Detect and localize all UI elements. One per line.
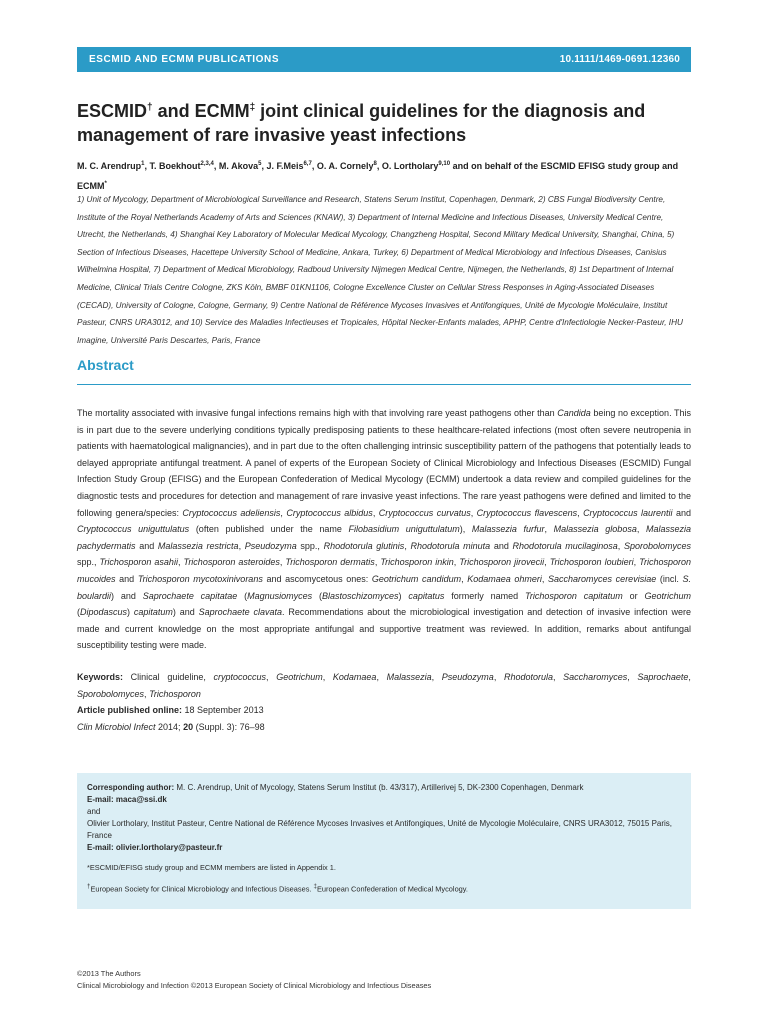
- text-run: Clinical guideline,: [123, 672, 214, 682]
- species-name: S. boulardii: [77, 573, 691, 601]
- species-name: Trichosporon loubieri: [549, 557, 634, 568]
- text-run: ,: [636, 524, 646, 535]
- text-run: ,: [553, 672, 564, 682]
- corresponding-author-label: Corresponding author:: [87, 783, 175, 792]
- species-name: Saprochaete capitatae: [142, 590, 238, 601]
- article-title: [77, 96, 687, 147]
- species-name: Cryptococcus laurentii: [583, 507, 673, 518]
- text-run: formerly named: [444, 590, 525, 601]
- species-name: Kodamaea ohmeri: [467, 573, 542, 584]
- corresponding-author-2: Olivier Lortholary, Institut Pasteur, Centre National de Référence Mycoses Invasives et Antifongiques, Unité de Mycologie Moléculaire, CNRS URA3012, 75015 Paris, France: [87, 819, 673, 840]
- text-run: ,: [404, 540, 411, 551]
- species-name: Geotrichum candidum: [371, 573, 462, 584]
- text-run: (: [237, 590, 248, 601]
- citation-pages: (Suppl. 3): 76–98: [193, 722, 265, 732]
- text-run: ,: [544, 524, 554, 535]
- citation: [77, 719, 265, 735]
- abstract-divider: [77, 384, 691, 385]
- text-run: ,: [453, 557, 460, 568]
- species-name: Cryptococcus adeliensis: [182, 507, 281, 518]
- author-affiliation-mark: 1: [141, 161, 145, 167]
- email-2-text[interactable]: E-mail: olivier.lortholary@pasteur.fr: [87, 843, 223, 852]
- citation-year: 2014;: [155, 722, 184, 732]
- species-name: Malassezia pachydermatis: [77, 524, 691, 551]
- text-run: The mortality associated with invasive fungal infections remains high with that involving rare yeast pathogens other than: [77, 408, 558, 418]
- species-name: Cryptococcus flavescens: [476, 507, 578, 518]
- species-name: capitatum: [133, 607, 173, 618]
- author-name: O. A. Cornely: [316, 161, 374, 171]
- study-group-note: *ESCMID/EFISG study group and ECMM members are listed in Appendix 1.: [87, 863, 336, 872]
- species-name: Saccharomyces: [563, 672, 628, 682]
- text-run: (often published under the name: [189, 524, 349, 535]
- text-run: ,: [372, 507, 379, 518]
- text-run: ,: [470, 507, 477, 518]
- footnote-escmid: European Society for Clinical Microbiology and Infectious Diseases.: [90, 884, 314, 894]
- citation-journal: Clin Microbiol Infect: [77, 722, 156, 732]
- journal-banner: [77, 47, 691, 72]
- email-1[interactable]: [87, 794, 681, 806]
- footnote-double-dagger: ‡: [313, 883, 317, 890]
- author-affiliation-mark: 5: [258, 161, 262, 167]
- species-name: Trichosporon asahii: [99, 557, 178, 568]
- author-name: J. F.Meis: [266, 161, 304, 171]
- species-name: Malassezia globosa: [553, 524, 637, 535]
- species-name: Trichosporon mucoides: [77, 557, 691, 584]
- affiliations: 1) Unit of Mycology, Department of Microbiological Surveillance and Research, Statens Serum Institut, Copenhagen, Denmark, 2) CBS Fungal Biodiversity Centre, Institute of the Royal Netherlands Academy of Arts and Sciences (KNAW), 3) Department of Internal Medicine and Infectious Diseases, University Medical Centre, Utrecht, the Netherlands, 4) Shanghai Key Laboratory of Molecular Medical Mycology, Changzheng Hospital, Second Military Medical University, Shanghai, China, 5) Section of Infectious Diseases, Hacettepe University School of Medicine, Ankara, Turkey, 6) Department of Medical Microbiology and Infectious Diseases, Canisius Wilhelmina Hospital, 7) Department of Medical Microbiology, Radboud University Nijmegen Medical Centre, Nijmegen, the Netherlands, 8) 1st Department of Internal Medicine, Clinical Trials Centre Cologne, ZKS Köln, BMBF 01KN1106, Cologne Excellence Cluster on Cellular Stress Responses in Aging-Associated Diseases (CECAD), University of Cologne, Cologne, Germany, 9) Centre National de Référence Mycoses Invasives et Antifongiques, Unité de Mycologie Moléculaire, Institut Pasteur, CNRS URA3012, and 10) Service des Maladies Infectieuses et Tropicales, Hôpital Necker-Enfants malades, APHP, Centre d'Infectiologie Necker-Pasteur, IHU Imagine, Université Paris Descartes, Paris, France: [77, 195, 683, 345]
- species-name: Trichosporon dermatis: [285, 557, 375, 568]
- species-name: Trichosporon jirovecii: [459, 557, 545, 568]
- text-run: . Recommendations about the microbiological investigation and detection of invasive infection were made and current knowledge on the most appropriate antifungal and supportive treatment was reviewed. In addition, remarks about antifungal susceptibility testing were made.: [77, 607, 691, 651]
- text-run: or: [622, 590, 645, 601]
- text-run: ,: [376, 672, 387, 682]
- species-name: Kodamaea: [332, 672, 377, 682]
- title-double-dagger: ‡: [249, 102, 256, 113]
- species-name: Geotrichum: [276, 672, 323, 682]
- species-name: Trichosporon inkin: [380, 557, 454, 568]
- text-run: ,: [144, 688, 150, 699]
- species-name: Saprochaete clavata: [198, 607, 283, 618]
- text-run: ,: [541, 573, 549, 584]
- author-affiliation-mark: 9,10: [438, 161, 451, 167]
- species-name: Dipodascus: [80, 607, 128, 618]
- text-run: spp.,: [296, 540, 324, 551]
- text-run: ): [127, 607, 134, 618]
- text-run: ,: [431, 672, 442, 682]
- species-name: Rhodotorula glutinis: [323, 540, 405, 551]
- text-run: ) and: [172, 607, 199, 618]
- text-run: ,: [238, 540, 245, 551]
- species-name: Pseudozyma: [441, 672, 494, 682]
- email-2[interactable]: [87, 842, 681, 854]
- keywords: [77, 669, 691, 702]
- author-affiliation-mark: 6,7: [303, 161, 312, 167]
- species-name: Rhodotorula mucilaginosa: [512, 540, 618, 551]
- footnote-dagger: †: [87, 883, 91, 890]
- text-run: and ascomycetous ones:: [262, 573, 372, 584]
- species-name: Malassezia furfur: [471, 524, 545, 535]
- species-name: capitatus: [408, 590, 445, 601]
- text-run: ,: [374, 557, 381, 568]
- published-online: [77, 702, 264, 718]
- species-name: Filobasidium uniguttulatum: [348, 524, 460, 535]
- species-name: Trichosporon capitatum: [525, 590, 623, 601]
- text-run: ) and: [111, 590, 143, 601]
- title-part-1: ESCMID: [77, 101, 148, 121]
- keywords-label: Keywords:: [77, 672, 124, 682]
- species-name: Pseudozyma: [244, 540, 297, 551]
- citation-volume: 20: [183, 722, 194, 732]
- text-run: being no exception. This is in part due to the severe underlying conditions typically predisposing patients to these healthcare-related infections (most often severe neutropenia in patients with haematological malignancies), and in part due to the often challenging intrinsic susceptibility pattern of the pathogens that potentially leads to delayed appropriate antifungal treatment. A panel of experts of the European Society of Clinical Microbiology and Infectious Diseases (ESCMID) Fungal Infection Study Group (EFISG) and the European Confederation of Medical Mycology (ECMM) undertook a data review and compiled guidelines for the diagnostic tests and procedures for detection and management of rare invasive yeast infections. The rare yeast pathogens were defined and limited to the following genera/species:: [77, 408, 691, 518]
- text-run: ,: [461, 573, 468, 584]
- banner-section-label: ESCMID AND ECMM PUBLICATIONS: [89, 54, 280, 65]
- authors-tail: and on behalf of the ESCMID EFISG study group and ECMM: [77, 161, 679, 191]
- text-run: ,: [617, 540, 624, 551]
- corresponding-author-1-text: M. C. Arendrup, Unit of Mycology, Statens Serum Institut (b. 43/317), Artillerivej 5, DK-2300 Copenhagen, Denmark: [174, 783, 584, 792]
- author-list: M. C. Arendrup$^1$, T. Boekhout$^{2,3,4}$, M. Akova$^5$, J. F.Meis$^{6,7}$, O. A. Cornely$^8$, O. Lortholary$^{9,10}$ and on behalf of the ESCMID EFISG study group and ECMM*: [77, 161, 679, 191]
- author-name: M. Akova: [218, 161, 259, 171]
- text-run: ,: [177, 557, 184, 568]
- text-run: ,: [633, 557, 640, 568]
- text-run: spp.,: [77, 557, 100, 568]
- published-label: Article published online:: [77, 705, 183, 715]
- text-run: ,: [627, 672, 638, 682]
- page-footer: [77, 968, 691, 992]
- title-part-3: joint clinical guidelines for the diagnosis and management of rare invasive yeast infections: [77, 101, 646, 145]
- species-name: Sporobolomyces: [623, 540, 691, 551]
- text-run: ,: [688, 672, 691, 682]
- text-run: (: [312, 590, 322, 601]
- text-run: ,: [577, 507, 584, 518]
- species-name: Candida: [557, 408, 591, 418]
- text-run: ,: [493, 672, 504, 682]
- text-run: ,: [266, 672, 277, 682]
- text-run: (: [77, 607, 80, 618]
- text-run: ,: [544, 557, 550, 568]
- species-name: Rhodotorula: [503, 672, 554, 682]
- text-run: and: [672, 507, 691, 518]
- text-run: and: [490, 540, 513, 551]
- published-date: 18 September 2013: [184, 705, 264, 715]
- author-affiliation-mark: 8: [373, 161, 377, 167]
- author-affiliation-mark: 2,3,4: [200, 161, 214, 167]
- email-1-text[interactable]: E-mail: maca@ssi.dk: [87, 795, 167, 804]
- text-run: ,: [322, 672, 333, 682]
- copyright-authors: ©2013 The Authors: [77, 969, 141, 978]
- abstract-heading: Abstract: [77, 357, 134, 373]
- species-name: Blastoschizomyces: [321, 590, 399, 601]
- copyright-journal: Clinical Microbiology and Infection ©2013 European Society of Clinical Microbiology and Infectious Diseases: [77, 981, 432, 990]
- species-name: Trichosporon mycotoxinivorans: [137, 573, 263, 584]
- correspondence-box: [77, 773, 691, 909]
- text-run: and: [135, 540, 158, 551]
- title-dagger: †: [147, 102, 153, 113]
- species-name: Malassezia: [386, 672, 432, 682]
- species-name: Sporobolomyces: [77, 688, 145, 699]
- author-name: O. Lortholary: [381, 161, 439, 171]
- species-name: Saccharomyces cerevisiae: [548, 573, 657, 584]
- species-name: Cryptococcus uniguttulatus: [77, 524, 190, 535]
- abstract-text: [77, 405, 691, 654]
- and-separator: and: [87, 807, 101, 816]
- species-name: Cryptococcus curvatus: [378, 507, 471, 518]
- author-name: M. C. Arendrup: [77, 161, 142, 171]
- text-run: ,: [280, 507, 287, 518]
- corresponding-author-1: [87, 782, 681, 794]
- society-footnotes: [87, 881, 681, 894]
- species-name: Trichosporon asteroides: [183, 557, 280, 568]
- species-name: Geotrichum: [644, 590, 692, 601]
- species-name: Rhodotorula minuta: [410, 540, 491, 551]
- text-run: ,: [279, 557, 286, 568]
- text-run: and: [115, 573, 138, 584]
- species-name: Cryptococcus albidus: [286, 507, 373, 518]
- species-name: Malassezia restricta: [157, 540, 239, 551]
- authors-star: *: [104, 181, 107, 187]
- species-name: Trichosporon: [149, 688, 201, 699]
- text-run: (incl.: [656, 573, 683, 584]
- species-name: Magnusiomyces: [247, 590, 313, 601]
- species-name: cryptococcus: [213, 672, 267, 682]
- text-run: ): [398, 590, 409, 601]
- text-run: ),: [459, 524, 472, 535]
- doi-link[interactable]: 10.1111/1469-0691.12360: [559, 54, 680, 65]
- footnote-ecmm: European Confederation of Medical Mycology.: [316, 884, 468, 894]
- species-name: Saprochaete: [637, 672, 689, 682]
- title-part-2: and ECMM: [152, 101, 250, 121]
- author-name: T. Boekhout: [149, 161, 201, 171]
